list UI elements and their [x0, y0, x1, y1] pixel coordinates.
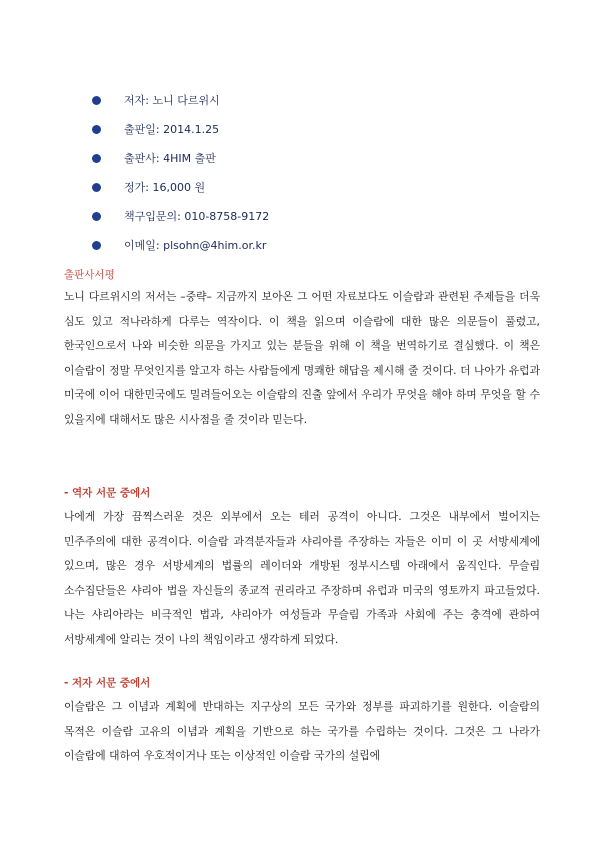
email-label: 이메일: plsohn@4him.or.kr	[124, 238, 267, 252]
book-info-publisher	[92, 144, 269, 173]
author-label: 저자: 노니 다르위시	[124, 93, 220, 107]
bullet-icon	[92, 154, 101, 163]
price-label: 정가: 16,000 원	[124, 180, 206, 194]
book-info-email	[92, 231, 269, 260]
translator-preface-heading: - 역자 서문 중에서	[64, 487, 151, 499]
translator-preface-paragraph: 나에게 가장 끔찍스러운 것은 외부에서 오는 테러 공격이 아니다. 그것은 내부에서 벌어지는 민주주의에 대한 공격이다. 이슬람 과격분자들과 샤리아를 주장하는 자들은 이미 이 곳 서방세계에 있으며, 많은 경우 서방세계의 법률의 레이더와 개방된 정부시스템 아래에서 움직인다. 무슬림 소수집단들은 샤리아 법을 자신들의 종교적 권리라고 주장하며 유럽과 미국의 영토까지 파고들었다. 나는 샤리아라는 비극적인 법과, 샤리아가 여성들과 무슬림 가족과 사회에 주는 충격에 관하여 서방세계에 알리는 것이 나의 책임이라고 생각하게 되었다.	[64, 510, 540, 646]
author-preface-paragraph: 이슬람은 그 이념과 계획에 반대하는 지구상의 모든 국가와 정부를 파괴하기를 원한다. 이슬람의 목적은 이슬람 고유의 이념과 계획을 기반으로 하는 국가를 수립하는 것이다. 그것은 그 나라가 이슬람에 대하여 우호적이거나 또는 이상적인 이슬람 국가의 설립에	[64, 700, 540, 762]
publisher-review-paragraph: 노니 다르위시의 저서는 –중략– 지금까지 보아온 그 어떤 자료보다도 이슬람과 관련된 주제들을 더욱 심도 있고 적나라하게 다루는 역작이다. 이 책을 읽으며 이슬람에 대한 많은 의문들이 풀렸고, 한국인으로서 나와 비슷한 의문을 가지고 있는 분들을 위해 이 책을 번역하기로 결심했다. 이 책은 이슬람이 정말 무엇인지를 알고자 하는 사람들에게 명쾌한 해답을 제시해 줄 것이다. 더 나아가 유럽과 미국에 이어 대한민국에도 밀려들어오는 이슬람의 진출 앞에서 우리가 무엇을 해야 하며 무엇을 할 수 있을지에 대해서도 많은 시사점을 줄 것이라 믿는다.	[64, 290, 540, 426]
bullet-icon	[92, 241, 101, 250]
publish-date-label: 출판일: 2014.1.25	[124, 122, 220, 136]
bullet-icon	[92, 212, 101, 221]
book-info-price	[92, 173, 269, 202]
book-info-list	[92, 86, 269, 260]
author-preface-heading: - 저자 서문 중에서	[64, 677, 151, 689]
book-info-publish-date	[92, 115, 269, 144]
book-info-author	[92, 86, 269, 115]
bullet-icon	[92, 183, 101, 192]
publisher-label: 출판사: 4HIM 출판	[124, 151, 216, 165]
purchase-contact-label: 책구입문의: 010-8758-9172	[124, 209, 270, 223]
publisher-review-heading: 출판사서평	[64, 269, 115, 281]
book-info-purchase-contact	[92, 202, 269, 231]
bullet-icon	[92, 96, 101, 105]
bullet-icon	[92, 125, 101, 134]
